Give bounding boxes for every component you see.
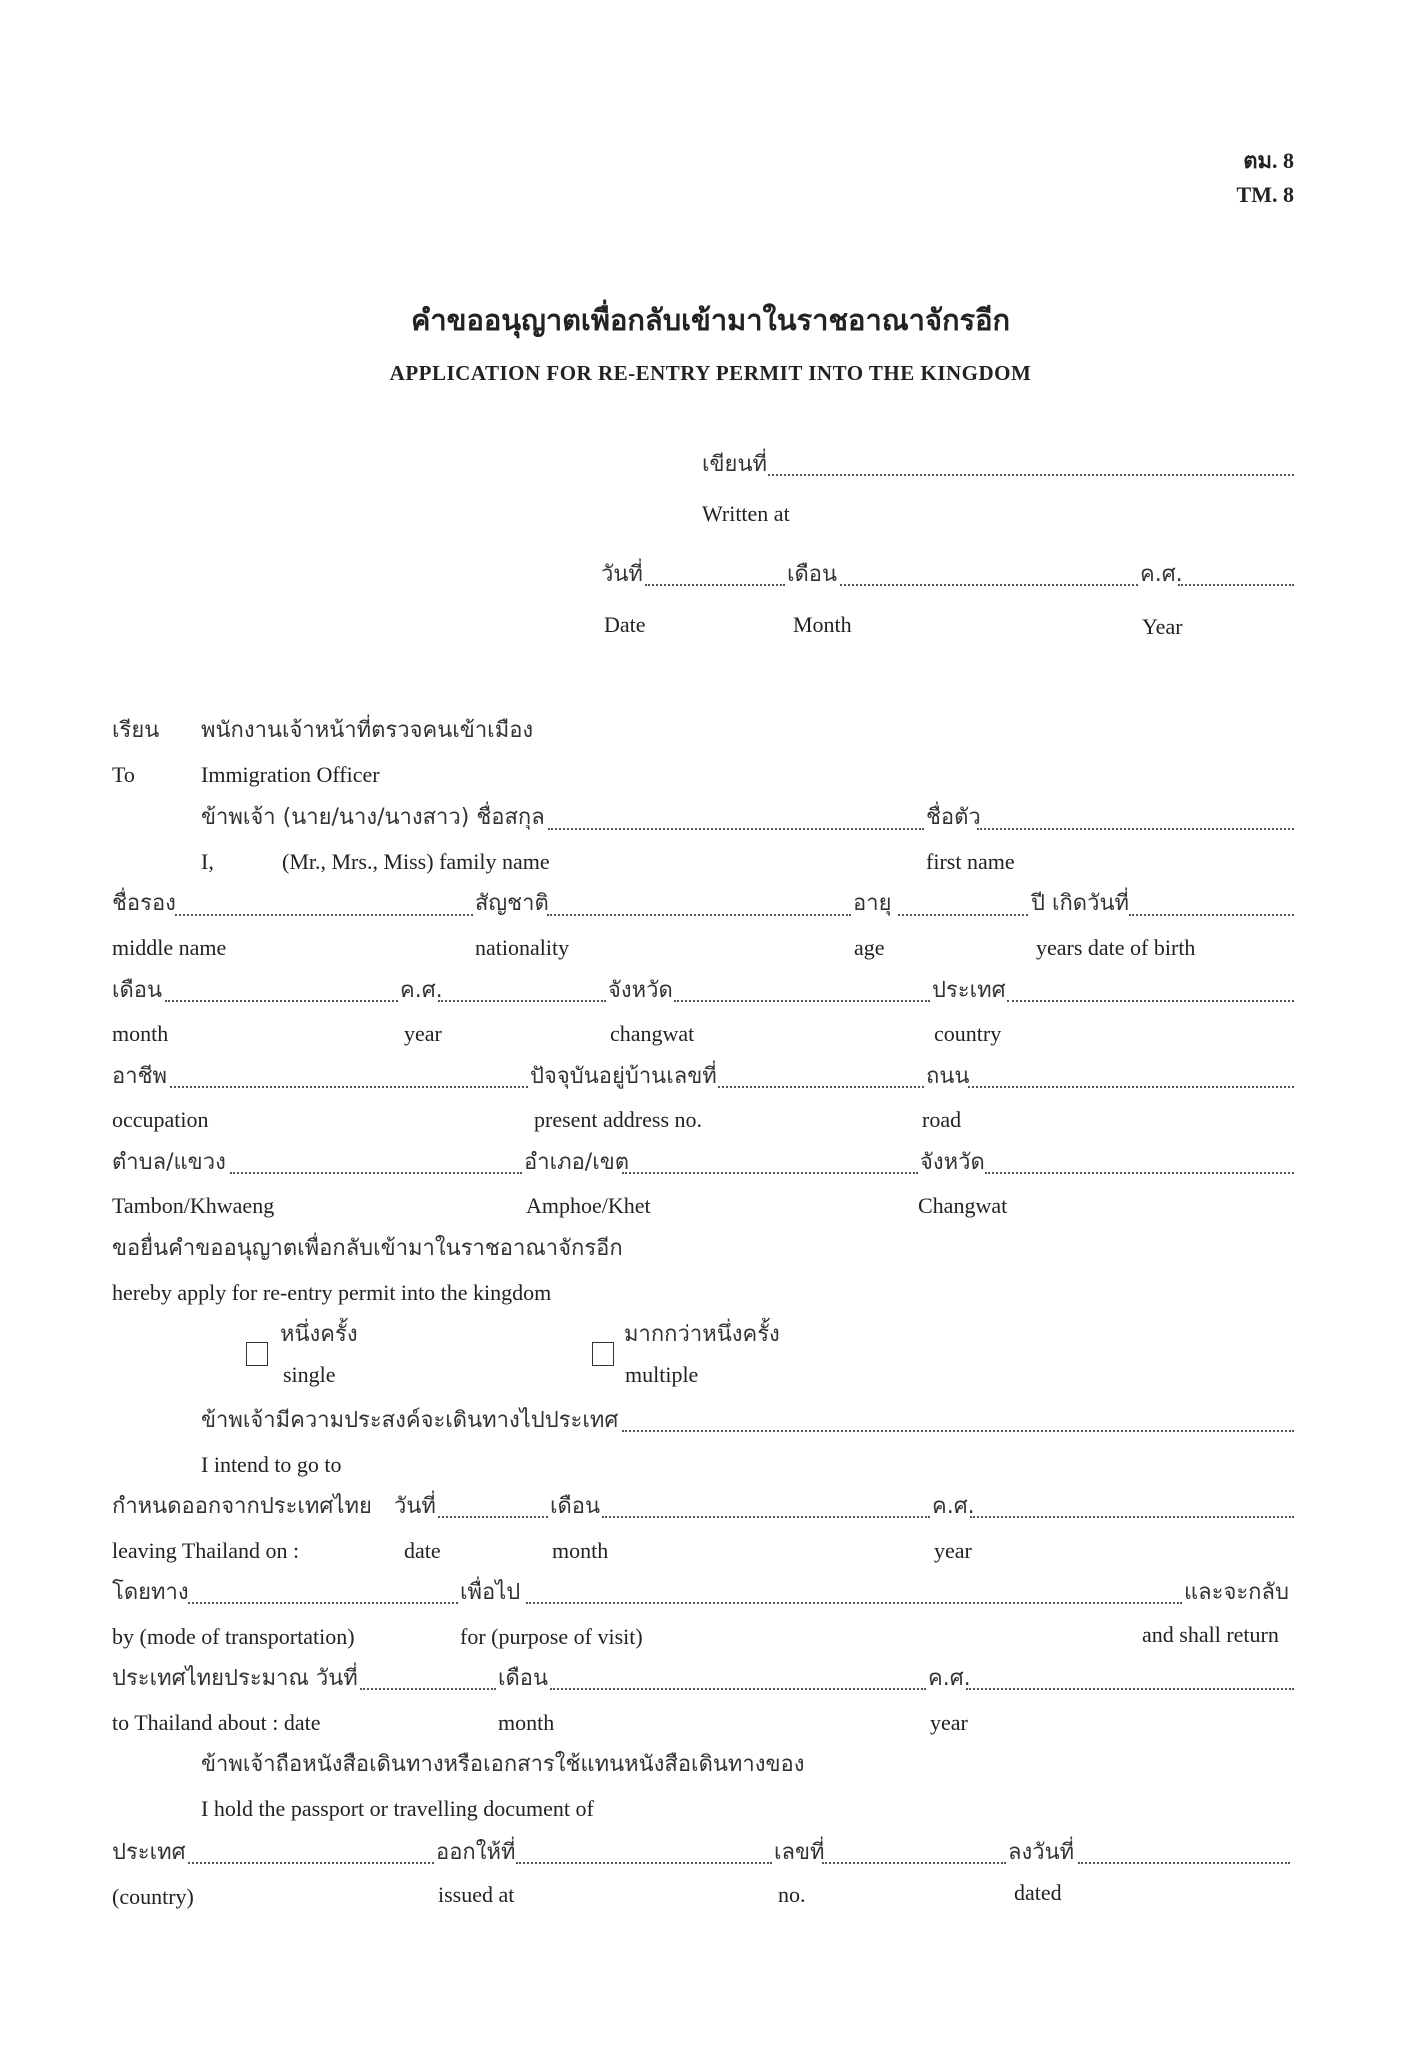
return-label-thai: และจะกลับ bbox=[1184, 1580, 1289, 1605]
leaving-year-label-english: year bbox=[934, 1538, 972, 1563]
form-title-english: APPLICATION FOR RE-ENTRY PERMIT INTO THE KINGDOM bbox=[389, 361, 1032, 385]
single-label-english: single bbox=[283, 1362, 336, 1387]
issued-at-label-english: issued at bbox=[438, 1882, 515, 1907]
passport-dated-label-english: dated bbox=[1014, 1880, 1062, 1905]
middle-name-label-thai: ชื่อรอง bbox=[112, 891, 176, 916]
tambon-label-thai: ตำบล/แขวง bbox=[112, 1150, 226, 1175]
year-label-english: Year bbox=[1142, 614, 1183, 639]
destination-label-thai: ข้าพเจ้ามีความประสงค์จะเดินทางไปประเทศ bbox=[201, 1408, 619, 1433]
birth-changwat-label-english: changwat bbox=[610, 1021, 695, 1046]
amphoe-label-thai: อำเภอ/เขต bbox=[524, 1150, 630, 1175]
multiple-label-thai: มากกว่าหนึ่งครั้ง bbox=[624, 1322, 780, 1347]
leaving-label-english: leaving Thailand on : bbox=[112, 1538, 300, 1563]
leaving-year-label-thai: ค.ศ. bbox=[932, 1494, 975, 1519]
birth-changwat-field[interactable] bbox=[674, 1000, 930, 1002]
age-label-thai: อายุ bbox=[853, 891, 892, 916]
address-no-field[interactable] bbox=[718, 1086, 924, 1088]
passport-statement-english: I hold the passport or travelling document of bbox=[201, 1796, 594, 1821]
nationality-label-english: nationality bbox=[475, 935, 570, 960]
to-label-english: To bbox=[112, 762, 135, 787]
nationality-label-thai: สัญชาติ bbox=[475, 891, 549, 916]
leaving-year-field[interactable] bbox=[970, 1516, 1294, 1518]
age-label-english: age bbox=[854, 935, 885, 960]
return-date-label-thai: ประเทศไทยประมาณ วันที่ bbox=[112, 1666, 358, 1691]
month-label-english: Month bbox=[793, 612, 852, 637]
tambon-label-english: Tambon/Khwaeng bbox=[112, 1193, 275, 1218]
transport-field[interactable] bbox=[188, 1602, 458, 1604]
transport-label-english: by (mode of transportation) bbox=[112, 1624, 355, 1649]
issued-at-field[interactable] bbox=[516, 1862, 772, 1864]
return-date-label-english: to Thailand about : date bbox=[112, 1710, 321, 1735]
birth-month-label-english: month bbox=[112, 1021, 169, 1046]
birth-date-label-english: years date of birth bbox=[1036, 935, 1196, 960]
birth-date-label-thai: ปี เกิดวันที่ bbox=[1031, 891, 1129, 916]
road-label-english: road bbox=[922, 1107, 962, 1132]
written-at-label-english: Written at bbox=[702, 501, 790, 526]
leaving-month-field[interactable] bbox=[602, 1516, 930, 1518]
return-month-field[interactable] bbox=[550, 1688, 926, 1690]
first-name-label-thai: ชื่อตัว bbox=[926, 805, 981, 830]
date-field[interactable] bbox=[645, 584, 785, 586]
year-field[interactable] bbox=[1178, 584, 1294, 586]
date-label-english: Date bbox=[604, 612, 646, 637]
age-field[interactable] bbox=[898, 914, 1028, 916]
to-label-thai: เรียน bbox=[112, 718, 160, 743]
to-value-english: Immigration Officer bbox=[201, 762, 380, 787]
issued-at-label-thai: ออกให้ที่ bbox=[436, 1840, 516, 1865]
address-changwat-label-thai: จังหวัด bbox=[920, 1150, 985, 1175]
i-label-english: I, bbox=[201, 849, 214, 874]
first-name-field[interactable] bbox=[977, 828, 1294, 830]
destination-field[interactable] bbox=[622, 1430, 1294, 1432]
birth-changwat-label-thai: จังหวัด bbox=[608, 978, 673, 1003]
birth-country-field[interactable] bbox=[1007, 1000, 1294, 1002]
birth-month-label-thai: เดือน bbox=[112, 978, 163, 1003]
passport-country-label-english: (country) bbox=[112, 1884, 194, 1909]
birth-date-field[interactable] bbox=[1129, 914, 1294, 916]
to-value-thai: พนักงานเจ้าหน้าที่ตรวจคนเข้าเมือง bbox=[201, 718, 534, 743]
apply-statement-english: hereby apply for re-entry permit into the kingdom bbox=[112, 1280, 552, 1305]
occupation-label-english: occupation bbox=[112, 1107, 209, 1132]
return-year-field[interactable] bbox=[966, 1688, 1294, 1690]
multiple-label-english: multiple bbox=[625, 1362, 699, 1387]
birth-month-field[interactable] bbox=[165, 1000, 398, 1002]
road-label-thai: ถนน bbox=[926, 1064, 970, 1089]
passport-no-label-thai: เลขที่ bbox=[774, 1840, 825, 1865]
leaving-date-field[interactable] bbox=[438, 1516, 548, 1518]
birth-year-label-english: year bbox=[404, 1021, 442, 1046]
passport-dated-field[interactable] bbox=[1078, 1862, 1290, 1864]
amphoe-field[interactable] bbox=[622, 1172, 918, 1174]
form-code-thai: ตม. 8 bbox=[1243, 148, 1294, 173]
return-month-label-english: month bbox=[498, 1710, 555, 1735]
leaving-date-label-thai: วันที่ bbox=[394, 1494, 436, 1519]
date-label-thai: วันที่ bbox=[601, 562, 643, 587]
occupation-field[interactable] bbox=[170, 1086, 528, 1088]
written-at-label-thai: เขียนที่ bbox=[702, 452, 767, 477]
birth-year-field[interactable] bbox=[438, 1000, 606, 1002]
transport-label-thai: โดยทาง bbox=[112, 1580, 189, 1605]
multiple-checkbox[interactable] bbox=[592, 1342, 614, 1366]
passport-no-label-english: no. bbox=[778, 1882, 806, 1907]
destination-label-english: I intend to go to bbox=[201, 1452, 342, 1477]
return-month-label-thai: เดือน bbox=[498, 1666, 549, 1691]
birth-country-label-english: country bbox=[934, 1021, 1002, 1046]
purpose-label-thai: เพื่อไป bbox=[460, 1580, 521, 1605]
leaving-label-thai: กำหนดออกจากประเทศไทย bbox=[112, 1494, 372, 1519]
middle-name-field[interactable] bbox=[175, 914, 473, 916]
nationality-field[interactable] bbox=[547, 914, 851, 916]
passport-statement-thai: ข้าพเจ้าถือหนังสือเดินทางหรือเอกสารใช้แทนหนังสือเดินทางของ bbox=[201, 1752, 805, 1777]
form-title-thai: คำขออนุญาตเพื่อกลับเข้ามาในราชอาณาจักรอีก bbox=[410, 303, 1011, 337]
middle-name-label-english: middle name bbox=[112, 935, 227, 960]
single-checkbox[interactable] bbox=[246, 1342, 268, 1366]
written-at-field[interactable] bbox=[768, 474, 1294, 476]
birth-year-label-thai: ค.ศ. bbox=[400, 978, 443, 1003]
passport-no-field[interactable] bbox=[822, 1862, 1006, 1864]
family-name-label-english: (Mr., Mrs., Miss) family name bbox=[282, 849, 550, 874]
return-year-label-english: year bbox=[930, 1710, 968, 1735]
purpose-label-english: for (purpose of visit) bbox=[460, 1624, 643, 1649]
passport-country-label-thai: ประเทศ bbox=[112, 1840, 186, 1865]
first-name-label-english: first name bbox=[926, 849, 1015, 874]
birth-country-label-thai: ประเทศ bbox=[932, 978, 1006, 1003]
amphoe-label-english: Amphoe/Khet bbox=[526, 1193, 651, 1218]
occupation-label-thai: อาชีพ bbox=[112, 1064, 167, 1089]
passport-dated-label-thai: ลงวันที่ bbox=[1008, 1840, 1075, 1865]
apply-statement-thai: ขอยื่นคำขออนุญาตเพื่อกลับเข้ามาในราชอาณาจักรอีก bbox=[112, 1236, 623, 1261]
address-no-label-english: present address no. bbox=[534, 1107, 703, 1132]
family-name-field[interactable] bbox=[548, 828, 924, 830]
month-field[interactable] bbox=[840, 584, 1138, 586]
family-name-label-thai: ข้าพเจ้า (นาย/นาง/นางสาว) ชื่อสกุล bbox=[201, 805, 545, 830]
leaving-month-label-thai: เดือน bbox=[550, 1494, 601, 1519]
return-date-field[interactable] bbox=[360, 1688, 496, 1690]
month-label-thai: เดือน bbox=[787, 562, 838, 587]
address-changwat-field[interactable] bbox=[985, 1172, 1294, 1174]
return-label-english: and shall return bbox=[1142, 1622, 1279, 1647]
address-changwat-label-english: Changwat bbox=[918, 1193, 1008, 1218]
leaving-month-label-english: month bbox=[552, 1538, 609, 1563]
purpose-field[interactable] bbox=[526, 1602, 1182, 1604]
year-label-thai: ค.ศ. bbox=[1140, 562, 1183, 587]
single-label-thai: หนึ่งครั้ง bbox=[280, 1322, 358, 1347]
return-year-label-thai: ค.ศ. bbox=[928, 1666, 971, 1691]
address-no-label-thai: ปัจจุบันอยู่บ้านเลขที่ bbox=[530, 1064, 717, 1089]
leaving-date-label-english: date bbox=[404, 1538, 441, 1563]
passport-country-field[interactable] bbox=[188, 1862, 434, 1864]
tambon-field[interactable] bbox=[230, 1172, 522, 1174]
form-code-english: TM. 8 bbox=[1236, 182, 1294, 207]
road-field[interactable] bbox=[968, 1086, 1294, 1088]
